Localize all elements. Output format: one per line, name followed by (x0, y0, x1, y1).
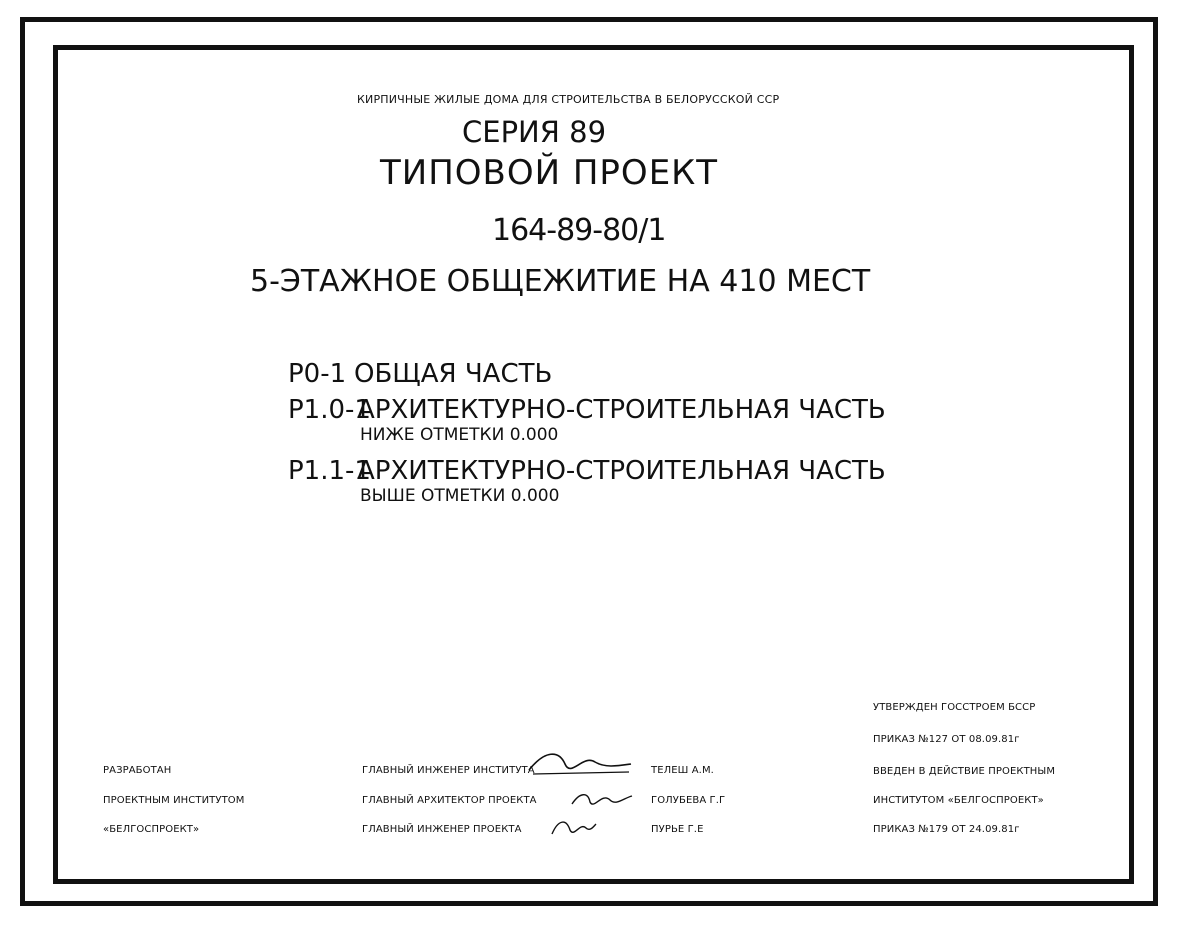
signatory-name-golubeva: ГОЛУБЕВА Г.Г (651, 795, 726, 806)
signatory-role-chief-engineer-project: ГЛАВНЫЙ ИНЖЕНЕР ПРОЕКТА (362, 824, 522, 835)
approval-order-1: ПРИКАЗ №127 ОТ 08.09.81г (873, 734, 1020, 745)
signatory-role-chief-engineer-institute: ГЛАВНЫЙ ИНЖЕНЕР ИНСТИТУТА (362, 765, 535, 776)
developer-line-3: «БЕЛГОСПРОЕКТ» (103, 824, 200, 835)
approval-institute: ИНСТИТУТОМ «БЕЛГОСПРОЕКТ» (873, 795, 1044, 806)
part-code-r0-1: Р0-1 (288, 359, 347, 389)
signature-golubeva (568, 786, 636, 814)
signatory-name-purye: ПУРЬЕ Г.Е (651, 824, 704, 835)
project-number: 164-89-80/1 (492, 213, 666, 248)
developer-line-1: РАЗРАБОТАН (103, 765, 172, 776)
part-title-general: ОБЩАЯ ЧАСТЬ (354, 359, 553, 389)
signature-purye (548, 812, 598, 842)
signatory-role-chief-architect: ГЛАВНЫЙ АРХИТЕКТОР ПРОЕКТА (362, 795, 537, 806)
part-sub-below: НИЖЕ ОТМЕТКИ 0.000 (360, 425, 559, 445)
part-title-arch-above: АРХИТЕКТУРНО-СТРОИТЕЛЬНАЯ ЧАСТЬ (357, 456, 886, 486)
signature-telesh (525, 744, 635, 784)
developer-line-2: ПРОЕКТНЫМ ИНСТИТУТОМ (103, 795, 245, 806)
signatory-name-telesh: ТЕЛЕШ А.М. (651, 765, 714, 776)
building-description: 5-ЭТАЖНОЕ ОБЩЕЖИТИЕ НА 410 МЕСТ (250, 264, 871, 299)
approval-order-2: ПРИКАЗ №179 ОТ 24.09.81г (873, 824, 1020, 835)
series-supertitle: КИРПИЧНЫЕ ЖИЛЫЕ ДОМА ДЛЯ СТРОИТЕЛЬСТВА В БЕЛОРУССКОЙ ССР (357, 93, 780, 106)
project-type-title: ТИПОВОЙ ПРОЕКТ (380, 153, 719, 193)
approval-approved: УТВЕРЖДЕН ГОССТРОЕМ БССР (873, 702, 1036, 713)
part-sub-above: ВЫШЕ ОТМЕТКИ 0.000 (360, 486, 560, 506)
part-code-r1-0-1: Р1.0-1 (288, 395, 371, 425)
approval-enacted: ВВЕДЕН В ДЕЙСТВИЕ ПРОЕКТНЫМ (873, 766, 1056, 777)
series-title: СЕРИЯ 89 (462, 115, 607, 149)
part-title-arch-below: АРХИТЕКТУРНО-СТРОИТЕЛЬНАЯ ЧАСТЬ (357, 395, 886, 425)
part-code-r1-1-1: Р1.1-1 (288, 456, 371, 486)
